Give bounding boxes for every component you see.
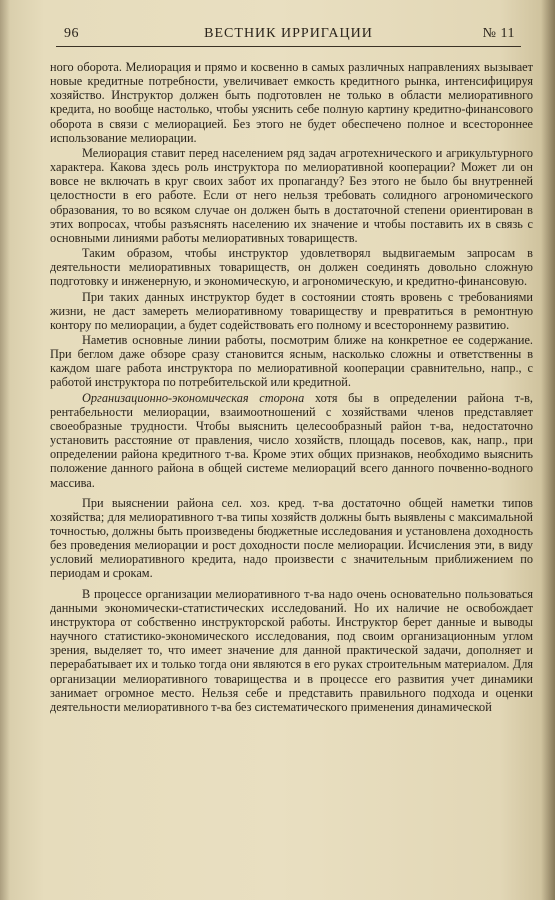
article-body xyxy=(50,60,533,714)
italic-lead: Организационно-экономическая сторона xyxy=(82,390,305,405)
paragraph: Таким образом, чтобы инструктор удовлетворял выдвигаемым запросам в деятельности мелиоративных товариществ, он должен соединять довольно сложную подготовку и инженерную, и экономическую, и агрономическую, и кредитно-финансовую. xyxy=(50,246,533,289)
journal-title: ВЕСТНИК ИРРИГАЦИИ xyxy=(204,26,373,41)
issue-number: № 11 xyxy=(482,26,515,41)
paragraph: Наметив основные линии работы, посмотрим ближе на конкретное ее содержание. При беглом даже обзоре сразу становится ясным, насколько сложны и ответственны в каждом шаге работа инструктора по мелиоративной кооперации сравнительно, напр., с работой инструктора по потребительской или кредитной. xyxy=(50,332,533,390)
paragraph: При выяснении района сел. хоз. кред. т-ва достаточно общей наметки типов хозяйства; для мелиоративного т-ва типы хозяйств должны быть выявлены с максимальной точностью, должны быть произведены бюджетные исследования и установлена доходность без проведения мелиорации и рост доходности после мелиорации. Исчисления эти, в виду условий мелиоративного кредита, надо произвести с значительным приближением по периодам и срокам. xyxy=(50,495,533,581)
paragraph xyxy=(50,391,533,490)
paragraph: Мелиорация ставит перед населением ряд задач агротехнического и агрикультурного характера. Какова здесь роль инструктора по мелиоративной кооперации? Может ли он вовсе не включать в круг своих забот их пропаганду? Без этого не было бы внутренней целостности в его работе. Если от него нельзя требовать солидного агрономического образования, то во всяком случае он должен быть в достаточной степени ориентирован в этих вопросах, чтобы разъяснять населению их значение и чтобы поставить их в связь с основными линиями работы мелиоративных товариществ. xyxy=(50,145,533,245)
paragraph-text: хотя бы в определении района т-в, рентабельности мелиорации, взаимоотношений с хозяйствами членов представляет своеобразные трудности. Чтобы выяснить целесообразный район т-ва, недостаточно установить расстояние от правления, число хозяйств, площадь посевов, как, напр., при определении района кредитного т-ва. Кроме этих общих признаков, необходимо выяснить положение данного района в общей системе мелиораций всего данного почвенно-водного массива. xyxy=(50,390,534,490)
paragraph: При таких данных инструктор будет в состоянии стоять вровень с требованиями жизни, не даст замереть мелиоративному товариществу и превратиться в ремонтную контору по мелиорации, а будет содействовать его полному и всестороннему развитию. xyxy=(50,289,533,332)
paragraph: ного оборота. Мелиорация и прямо и косвенно в самых различных направлениях вызывает новые кредитные потребности, увеличивает емкость кредитного рынка, интенсифицируя хозяйство. Инструктор должен быть подготовлен не только в области мелиоративного кредита, но вообще настолько, чтобы уяснить себе полную картину кредитно-финансового оборота в связи с мелиорацией. Без этого не будет обеспечено полное и всестороннее использование мелиорации. xyxy=(50,60,533,145)
running-header xyxy=(56,26,521,47)
paragraph: В процессе организации мелиоративного т-ва надо очень основательно пользоваться данными экономически-статистических исследований. Но их наличие не освобождает инструктора от собственно инструкторской работы. Инструктор берет данные и выводы научного статистико-экономического исследования, под своим организационным углом зрения, выделяет то, что имеет значение для данной практической задачи, дополняет и перерабатывает их и только тогда они являются в его руках строительным материалом. Для организации мелиоративного товарищества и в процессе его развития учет динамики занимает огромное место. Нельзя себе и представить правильного подхода и оценки деятельности мелиоративного т-ва без систематического применения динамической xyxy=(50,586,533,714)
page-number: 96 xyxy=(64,26,79,41)
